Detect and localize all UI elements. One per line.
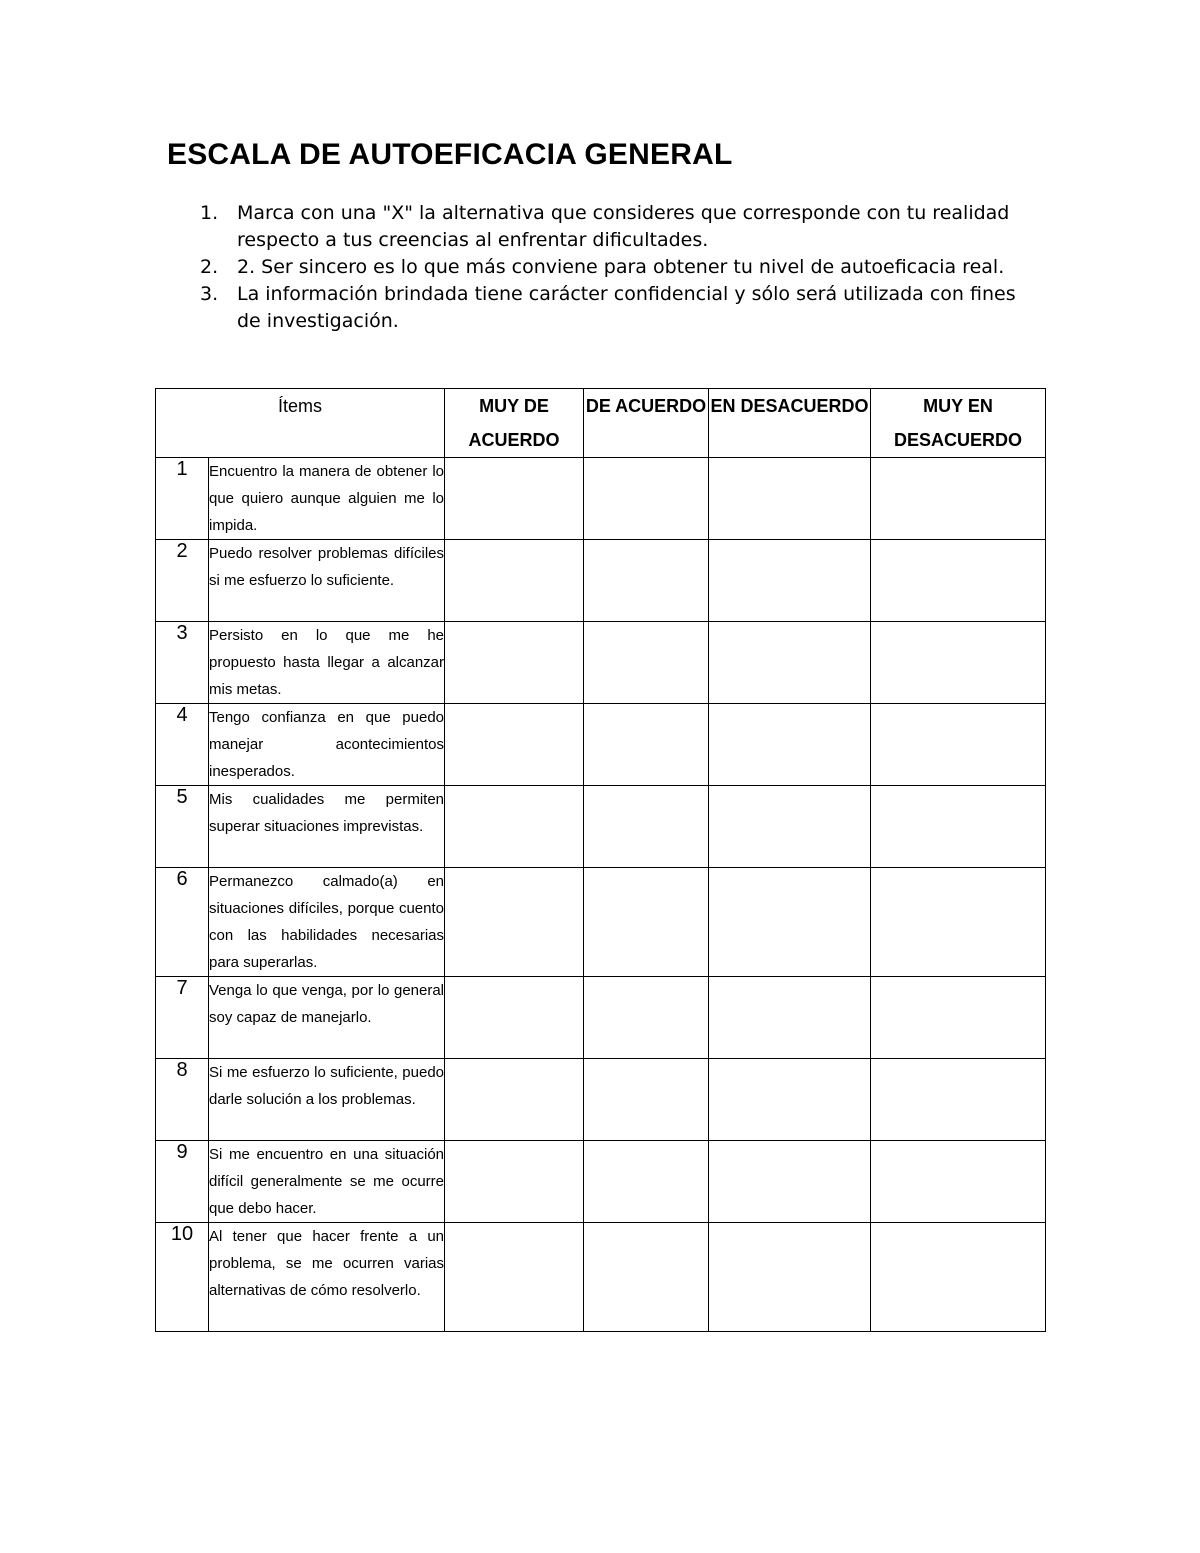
answer-cell-en-desacuerdo[interactable] (709, 786, 871, 868)
answer-cell-en-desacuerdo[interactable] (709, 458, 871, 540)
answer-cell-muy-de-acuerdo[interactable] (445, 540, 584, 622)
table-header-row (156, 389, 1046, 458)
answer-cell-muy-de-acuerdo[interactable] (445, 977, 584, 1059)
answer-cell-muy-en-desacuerdo[interactable] (871, 622, 1046, 704)
table-row (156, 1059, 1046, 1141)
answer-cell-en-desacuerdo[interactable] (709, 1059, 871, 1141)
item-statement: Permanezco calmado(a) en situaciones difíciles, porque cuento con las habilidades necesarias para superarlas. (209, 868, 445, 977)
answer-cell-en-desacuerdo[interactable] (709, 977, 871, 1059)
answer-cell-en-desacuerdo[interactable] (709, 622, 871, 704)
item-number: 6 (156, 868, 209, 977)
table-row (156, 704, 1046, 786)
table-row (156, 540, 1046, 622)
header-de-acuerdo: DE ACUERDO (584, 389, 709, 458)
item-number: 9 (156, 1141, 209, 1223)
item-statement: Tengo confianza en que puedo manejar acontecimientos inesperados. (209, 704, 445, 786)
instruction-number: 2. (200, 256, 219, 278)
answer-cell-de-acuerdo[interactable] (584, 868, 709, 977)
answer-cell-en-desacuerdo[interactable] (709, 1223, 871, 1332)
answer-cell-muy-en-desacuerdo[interactable] (871, 1141, 1046, 1223)
answer-cell-de-acuerdo[interactable] (584, 622, 709, 704)
instruction-number: 1. (200, 202, 219, 224)
item-number: 7 (156, 977, 209, 1059)
table-row (156, 1223, 1046, 1332)
self-efficacy-table (155, 388, 1046, 1332)
answer-cell-muy-en-desacuerdo[interactable] (871, 868, 1046, 977)
item-statement: Si me esfuerzo lo suficiente, puedo darle solución a los problemas. (209, 1059, 445, 1141)
item-statement: Venga lo que venga, por lo general soy capaz de manejarlo. (209, 977, 445, 1059)
table-row (156, 1141, 1046, 1223)
answer-cell-muy-de-acuerdo[interactable] (445, 458, 584, 540)
answer-cell-en-desacuerdo[interactable] (709, 868, 871, 977)
answer-cell-de-acuerdo[interactable] (584, 704, 709, 786)
answer-cell-muy-en-desacuerdo[interactable] (871, 1059, 1046, 1141)
table-row (156, 458, 1046, 540)
item-number: 4 (156, 704, 209, 786)
answer-cell-muy-en-desacuerdo[interactable] (871, 977, 1046, 1059)
answer-cell-muy-de-acuerdo[interactable] (445, 622, 584, 704)
instruction-text: La información brindada tiene carácter confidencial y sólo será utilizada con fines de investigación. (237, 283, 1016, 332)
item-statement: Mis cualidades me permiten superar situaciones imprevistas. (209, 786, 445, 868)
header-muy-de-acuerdo: MUY DE ACUERDO (445, 389, 584, 458)
answer-cell-en-desacuerdo[interactable] (709, 540, 871, 622)
answer-cell-de-acuerdo[interactable] (584, 786, 709, 868)
answer-cell-de-acuerdo[interactable] (584, 1141, 709, 1223)
instruction-text: 2. Ser sincero es lo que más conviene para obtener tu nivel de autoeficacia real. (237, 256, 1005, 278)
answer-cell-muy-de-acuerdo[interactable] (445, 1141, 584, 1223)
item-statement: Persisto en lo que me he propuesto hasta llegar a alcanzar mis metas. (209, 622, 445, 704)
answer-cell-de-acuerdo[interactable] (584, 458, 709, 540)
instruction-item (200, 281, 1030, 335)
answer-cell-en-desacuerdo[interactable] (709, 1141, 871, 1223)
item-statement: Encuentro la manera de obtener lo que quiero aunque alguien me lo impida. (209, 458, 445, 540)
item-number: 8 (156, 1059, 209, 1141)
table-row (156, 622, 1046, 704)
header-en-desacuerdo: EN DESACUERDO (709, 389, 871, 458)
item-statement: Si me encuentro en una situación difícil generalmente se me ocurre que debo hacer. (209, 1141, 445, 1223)
item-number: 5 (156, 786, 209, 868)
answer-cell-muy-de-acuerdo[interactable] (445, 1223, 584, 1332)
item-number: 10 (156, 1223, 209, 1332)
answer-cell-muy-de-acuerdo[interactable] (445, 868, 584, 977)
answer-cell-muy-en-desacuerdo[interactable] (871, 540, 1046, 622)
header-muy-en-desacuerdo: MUY EN DESACUERDO (871, 389, 1046, 458)
instruction-text: Marca con una "X" la alternativa que consideres que corresponde con tu realidad respecto a tus creencias al enfrentar dificultades. (237, 202, 1010, 251)
answer-cell-en-desacuerdo[interactable] (709, 704, 871, 786)
header-items: Ítems (156, 389, 445, 458)
item-number: 2 (156, 540, 209, 622)
answer-cell-muy-en-desacuerdo[interactable] (871, 704, 1046, 786)
table-row (156, 977, 1046, 1059)
item-number: 1 (156, 458, 209, 540)
page-title: ESCALA DE AUTOEFICACIA GENERAL (167, 138, 733, 171)
answer-cell-muy-de-acuerdo[interactable] (445, 1059, 584, 1141)
item-statement: Puedo resolver problemas difíciles si me esfuerzo lo suficiente. (209, 540, 445, 622)
answer-cell-muy-en-desacuerdo[interactable] (871, 1223, 1046, 1332)
table-row (156, 786, 1046, 868)
item-statement: Al tener que hacer frente a un problema, se me ocurren varias alternativas de cómo resolverlo. (209, 1223, 445, 1332)
answer-cell-de-acuerdo[interactable] (584, 540, 709, 622)
answer-cell-de-acuerdo[interactable] (584, 977, 709, 1059)
answer-cell-muy-en-desacuerdo[interactable] (871, 786, 1046, 868)
table-row (156, 868, 1046, 977)
instruction-number: 3. (200, 283, 219, 305)
instructions-list (200, 200, 1030, 335)
answer-cell-de-acuerdo[interactable] (584, 1223, 709, 1332)
answer-cell-de-acuerdo[interactable] (584, 1059, 709, 1141)
instruction-item (200, 200, 1030, 254)
answer-cell-muy-de-acuerdo[interactable] (445, 786, 584, 868)
answer-cell-muy-en-desacuerdo[interactable] (871, 458, 1046, 540)
answer-cell-muy-de-acuerdo[interactable] (445, 704, 584, 786)
item-number: 3 (156, 622, 209, 704)
instruction-item (200, 254, 1030, 281)
